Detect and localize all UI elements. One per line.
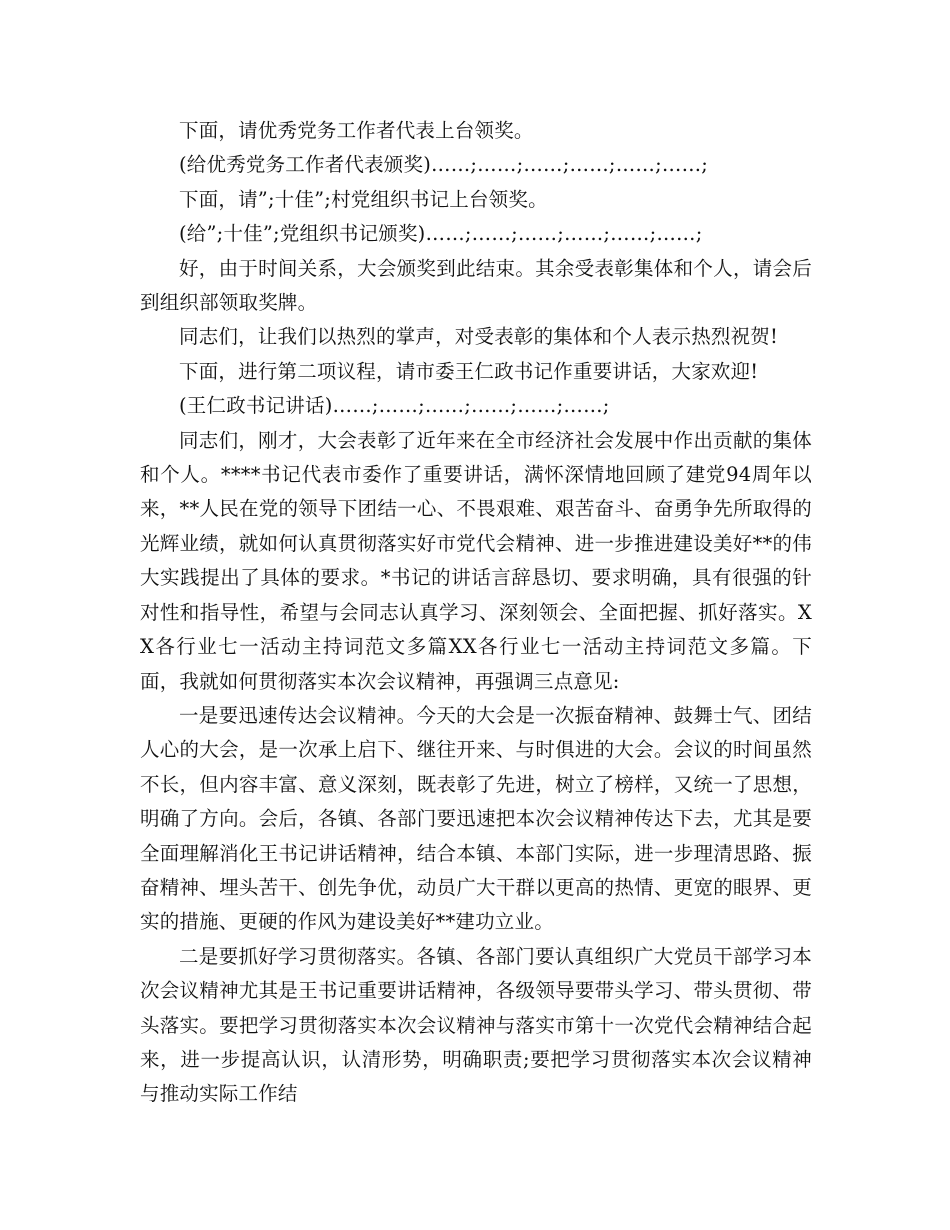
paragraph-point-two: 二是要抓好学习贯彻落实。各镇、各部门要认真组织广大党员干部学习本次会议精神尤其是王书记重要讲话精神，各级领导要带头学习、带头贯彻、带头落实。要把学习贯彻落实本次会议精神与落实市第十一次党代会精神结合起来，进一步提高认识，认清形势，明确职责;要把学习贯彻落实本次会议精神与推动实际工作结 — [140, 944, 812, 1106]
paragraph-top-ten-announcement: 下面，请”;十佳”;村党组织书记上台领奖。 — [179, 187, 548, 211]
paragraph-speech-stage-direction: (王仁政书记讲话)……;……;……;……;……;……; — [179, 394, 610, 418]
paragraph-award-closing: 好，由于时间关系，大会颁奖到此结束。其余受表彰集体和个人，请会后到组织部领取奖牌。 — [140, 256, 812, 315]
paragraph-second-agenda: 下面，进行第二项议程，请市委王仁政书记作重要讲话，大家欢迎! — [179, 359, 759, 383]
document-body — [140, 114, 812, 1112]
paragraph-award-announcement: 下面，请优秀党务工作者代表上台领奖。 — [179, 119, 534, 142]
paragraph-award-stage-direction: (给优秀党务工作者代表颁奖)……;……;……;……;……;……; — [179, 153, 709, 177]
paragraph-point-one: 一是要迅速传达会议精神。今天的大会是一次振奋精神、鼓舞士气、团结人心的大会，是一次承上启下、继往开来、与时俱进的大会。会议的时间虽然不长，但内容丰富、意义深刻，既表彰了先进，树立了榜样，又统一了思想，明确了方向。会后，各镇、各部门要迅速把本次会议精神传达下去，尤其是要全面理解消化王书记讲话精神，结合本镇、本部门实际，进一步理清思路、振奋精神、埋头苦干、创先争优，动员广大干群以更高的热情、更宽的眼界、更实的措施、更硬的作风为建设美好**建功立业。 — [140, 703, 812, 934]
paragraph-applause: 同志们，让我们以热烈的掌声，对受表彰的集体和个人表示热烈祝贺! — [179, 325, 779, 349]
paragraph-top-ten-stage-direction: (给”;十佳”;党组织书记颁奖)……;……;……;……;……;……; — [179, 222, 703, 246]
paragraph-speech-summary: 同志们，刚才，大会表彰了近年来在全市经济社会发展中作出贡献的集体和个人。****书记代表市委作了重要讲话，满怀深情地回顾了建党94周年以来，**人民在党的领导下团结一心、不畏艰难、艰苦奋斗、奋勇争先所取得的光辉业绩，就如何认真贯彻落实好市党代会精神、进一步推进建设美好**的伟大实践提出了具体的要求。*书记的讲话言辞恳切、要求明确，具有很强的针对性和指导性，希望与会同志认真学习、深刻领会、全面把握、抓好落实。XX各行业七一活动主持词范文多篇XX各行业七一活动主持词范文多篇。下面，我就如何贯彻落实本次会议精神，再强调三点意见: — [140, 428, 812, 693]
